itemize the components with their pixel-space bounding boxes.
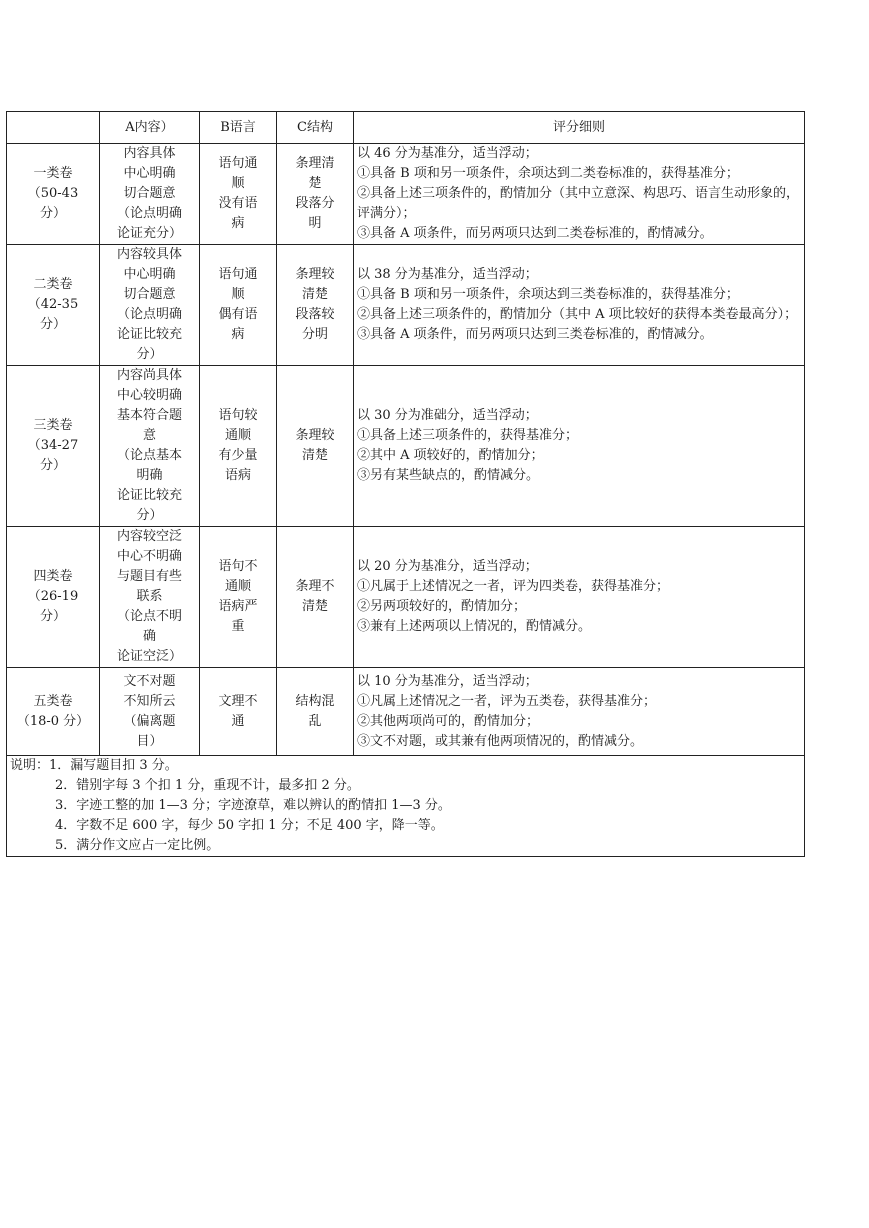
content-line: 分）	[136, 347, 163, 362]
notes-cell	[7, 756, 805, 857]
note-line: 3．字迹工整的加 1—3 分；字迹潦草，难以辨认的酌情扣 1—3 分。	[55, 798, 451, 813]
category-cell	[7, 527, 100, 668]
content-line: 文不对题	[123, 673, 176, 689]
structure-cell	[277, 668, 354, 756]
structure-line: 条理不	[295, 579, 335, 594]
detail-cell	[354, 527, 805, 668]
language-line: 顺	[231, 287, 245, 302]
language-cell	[200, 527, 277, 668]
category-line: 二类卷	[33, 277, 73, 292]
structure-line: 段落分	[295, 196, 335, 211]
structure-line: 清楚	[301, 599, 328, 614]
structure-cell	[277, 527, 354, 668]
table-row	[7, 527, 805, 668]
notes-row	[7, 756, 805, 857]
category-line: 一类卷	[33, 166, 73, 181]
detail-line: ③兼有上述两项以上情况的，酌情减分。	[357, 619, 592, 634]
structure-line: 条理较	[295, 267, 335, 282]
detail-line: ②具备上述三项条件的，酌情加分（其中 A 项比较好的获得本类卷最高分）；	[357, 307, 798, 322]
note-line: 4．字数不足 600 字，每少 50 字扣 1 分；不足 400 字，降一等。	[55, 818, 444, 833]
content-line: 分）	[136, 508, 163, 523]
content-line: 论证比较充	[116, 327, 182, 342]
category-line: （42-35	[27, 297, 79, 312]
category-line: 分）	[39, 609, 66, 624]
content-line: （论点基本	[116, 448, 182, 463]
category-cell	[7, 144, 100, 245]
detail-line: ①具备 B 项和另一项条件，余项达到三类卷标准的，获得基准分；	[357, 287, 739, 302]
header-language: B语言	[200, 112, 277, 144]
content-line: 论证比较充	[116, 488, 182, 503]
detail-line: ①凡属于上述情况之一者，评为四类卷，获得基准分；	[357, 579, 670, 594]
content-line: 切合题意	[123, 287, 176, 302]
grading-table	[6, 111, 805, 857]
category-line: 分）	[39, 458, 66, 473]
content-line: 基本符合题	[116, 408, 182, 423]
detail-line: 以 20 分为基准分，适当浮动；	[357, 559, 538, 574]
structure-cell	[277, 245, 354, 366]
language-cell	[200, 245, 277, 366]
category-line: （50-43	[27, 186, 79, 201]
language-line: 语句通	[218, 267, 258, 282]
content-line: （论点不明	[116, 609, 182, 624]
language-line: 顺	[231, 176, 245, 191]
content-line: 内容较空泛	[116, 529, 182, 544]
content-line: （论点明确	[116, 206, 182, 221]
detail-line: ③文不对题，或其兼有他两项情况的，酌情减分。	[357, 733, 644, 749]
structure-line: 乱	[308, 713, 322, 729]
content-line: 中心不明确	[116, 549, 182, 564]
category-line: 四类卷	[33, 569, 73, 584]
table-row	[7, 366, 805, 527]
structure-line: 明	[308, 216, 322, 231]
content-line: 论证空泛）	[116, 649, 182, 664]
detail-line: 以 10 分为基准分，适当浮动；	[357, 673, 538, 689]
structure-cell	[277, 144, 354, 245]
language-line: 重	[231, 619, 245, 634]
structure-line: 段落较	[295, 307, 335, 322]
detail-line: ③具备 A 项条件，而另两项只达到三类卷标准的，酌情减分。	[357, 327, 713, 342]
detail-line: 以 38 分为基准分，适当浮动；	[357, 267, 538, 282]
content-line: 目）	[136, 733, 163, 749]
structure-line: 楚	[308, 176, 322, 191]
content-line: 联系	[136, 589, 163, 604]
detail-cell	[354, 245, 805, 366]
header-content: A内容）	[100, 112, 200, 144]
detail-line: 以 46 分为基准分，适当浮动；	[357, 146, 538, 161]
detail-line: ②其中 A 项较好的，酌情加分；	[357, 448, 544, 463]
content-line: 切合题意	[123, 186, 176, 201]
content-line: 中心明确	[123, 166, 176, 181]
table-row	[7, 144, 805, 245]
structure-line: 结构混	[295, 693, 335, 709]
detail-line: ①具备 B 项和另一项条件，余项达到二类卷标准的，获得基准分；	[357, 166, 739, 181]
language-line: 通	[231, 713, 245, 729]
category-line: （18-0 分）	[16, 713, 90, 729]
category-line: 分）	[39, 206, 66, 221]
content-cell	[100, 668, 200, 756]
language-cell	[200, 668, 277, 756]
header-row	[7, 112, 805, 144]
content-line: 与题目有些	[116, 569, 182, 584]
header-category	[7, 112, 100, 144]
header-scoring-details: 评分细则	[354, 112, 805, 144]
category-cell	[7, 245, 100, 366]
language-line: 病	[231, 216, 245, 231]
structure-line: 清楚	[301, 287, 328, 302]
table-row	[7, 245, 805, 366]
content-line: 论证充分）	[116, 226, 182, 241]
content-cell	[100, 366, 200, 527]
detail-line: ③另有某些缺点的，酌情减分。	[357, 468, 540, 483]
language-line: 偶有语	[218, 307, 258, 322]
detail-line: ①具备上述三项条件的，获得基准分；	[357, 428, 579, 443]
structure-line: 条理清	[295, 156, 335, 171]
language-line: 语病严	[218, 599, 258, 614]
language-line: 通顺	[224, 579, 251, 594]
language-line: 有少量	[218, 448, 258, 463]
language-line: 文理不	[218, 693, 258, 709]
detail-cell	[354, 668, 805, 756]
content-line: 确	[142, 629, 156, 644]
content-line: 明确	[136, 468, 163, 483]
category-line: （34-27	[27, 438, 79, 453]
structure-line: 条理较	[295, 428, 335, 443]
content-line: （论点明确	[116, 307, 182, 322]
content-line: 中心较明确	[116, 388, 182, 403]
note-line: 2．错别字每 3 个扣 1 分，重现不计，最多扣 2 分。	[55, 778, 360, 793]
content-cell	[100, 245, 200, 366]
content-cell	[100, 527, 200, 668]
content-line: 中心明确	[123, 267, 176, 282]
content-cell	[100, 144, 200, 245]
table-row	[7, 668, 805, 756]
structure-line: 分明	[301, 327, 328, 342]
content-line: 内容尚具体	[116, 368, 182, 383]
content-line: （偏离题	[123, 713, 176, 729]
content-line: 意	[142, 428, 156, 443]
language-line: 语句较	[218, 408, 258, 423]
category-line: 五类卷	[33, 693, 73, 709]
detail-line: ②其他两项尚可的，酌情加分；	[357, 713, 540, 729]
detail-cell	[354, 144, 805, 245]
category-line: 三类卷	[33, 418, 73, 433]
category-cell	[7, 668, 100, 756]
content-line: 内容较具体	[116, 247, 182, 262]
detail-line: ③具备 A 项条件，而另两项只达到二类卷标准的，酌情减分。	[357, 226, 713, 241]
language-cell	[200, 144, 277, 245]
language-line: 语句通	[218, 156, 258, 171]
language-line: 通顺	[224, 428, 251, 443]
language-line: 语病	[224, 468, 251, 483]
language-cell	[200, 366, 277, 527]
detail-line: ①凡属上述情况之一者，评为五类卷，获得基准分；	[357, 693, 657, 709]
content-line: 内容具体	[123, 146, 176, 161]
detail-line: ②另两项较好的，酌情加分；	[357, 599, 527, 614]
header-structure: C结构	[277, 112, 354, 144]
structure-line: 清楚	[301, 448, 328, 463]
content-line: 不知所云	[123, 693, 176, 709]
category-line: （26-19	[27, 589, 79, 604]
note-line: 说明：1．漏写题目扣 3 分。	[10, 758, 178, 773]
detail-line: ②具备上述三项条件的，酌情加分（其中立意深、构思巧、语言生动形象的，评满分）；	[357, 186, 800, 221]
detail-cell	[354, 366, 805, 527]
category-cell	[7, 366, 100, 527]
structure-cell	[277, 366, 354, 527]
detail-line: 以 30 分为准础分，适当浮动；	[357, 408, 538, 423]
language-line: 语句不	[218, 559, 258, 574]
category-line: 分）	[39, 317, 66, 332]
language-line: 病	[231, 327, 245, 342]
language-line: 没有语	[218, 196, 258, 211]
note-line: 5．满分作文应占一定比例。	[55, 838, 220, 853]
